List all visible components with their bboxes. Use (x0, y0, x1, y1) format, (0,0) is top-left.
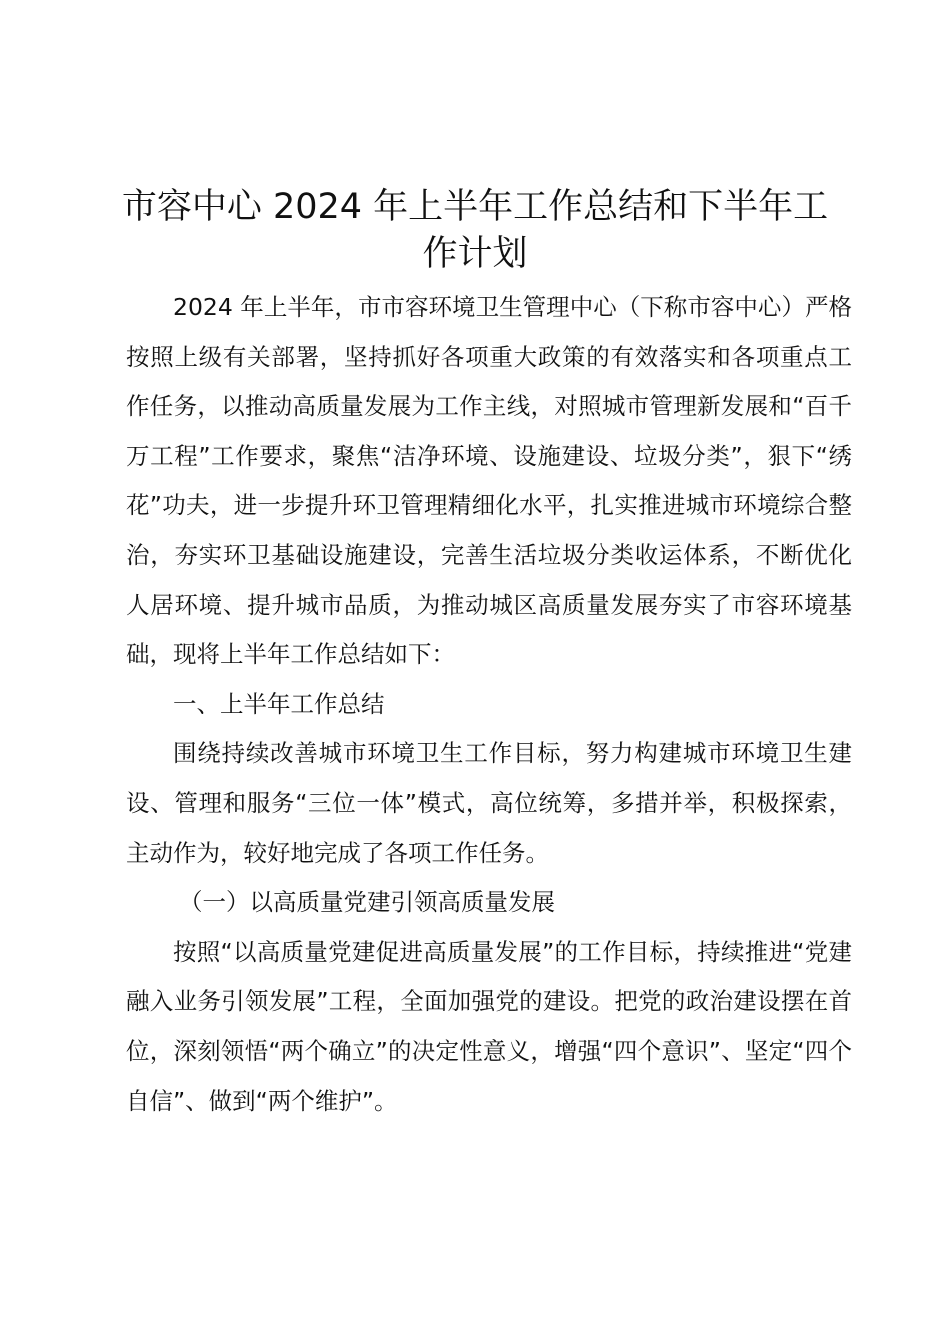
subsection-paragraph: 按照“以高质量党建促进高质量发展”的工作目标，持续推进“党建融入业务引领发展”工程，全面加强党的建设。把党的政治建设摆在首位，深刻领悟“两个确立”的决定性意义，增强“四个意识”、坚定“四个自信”、做到“两个维护”。 (126, 937, 852, 1115)
document-body (126, 283, 852, 1126)
intro-paragraph: 2024 年上半年，市市容环境卫生管理中心（下称市容中心）严格按照上级有关部署，坚持抓好各项重大政策的有效落实和各项重点工作任务，以推动高质量发展为工作主线，对照城市管理新发展和“百千万工程”工作要求，聚焦“洁净环境、设施建设、垃圾分类”，狠下“绣花”功夫，进一步提升环卫管理精细化水平，扎实推进城市环境综合整治，夯实环卫基础设施建设，完善生活垃圾分类收运体系，不断优化人居环境、提升城市品质，为推动城区高质量发展夯实了市容环境基础，现将上半年工作总结如下： (126, 293, 852, 669)
document-title: 市容中心 2024 年上半年工作总结和下半年工作计划 (121, 187, 829, 274)
section-paragraph: 围绕持续改善城市环境卫生工作目标，努力构建城市环境卫生建设、管理和服务“三位一体”模式，高位统筹，多措并举，积极探索，主动作为，较好地完成了各项工作任务。 (126, 739, 852, 867)
section-heading: 一、上半年工作总结 (173, 689, 385, 718)
subsection-heading: （一）以高质量党建引领高质量发展 (179, 888, 555, 917)
